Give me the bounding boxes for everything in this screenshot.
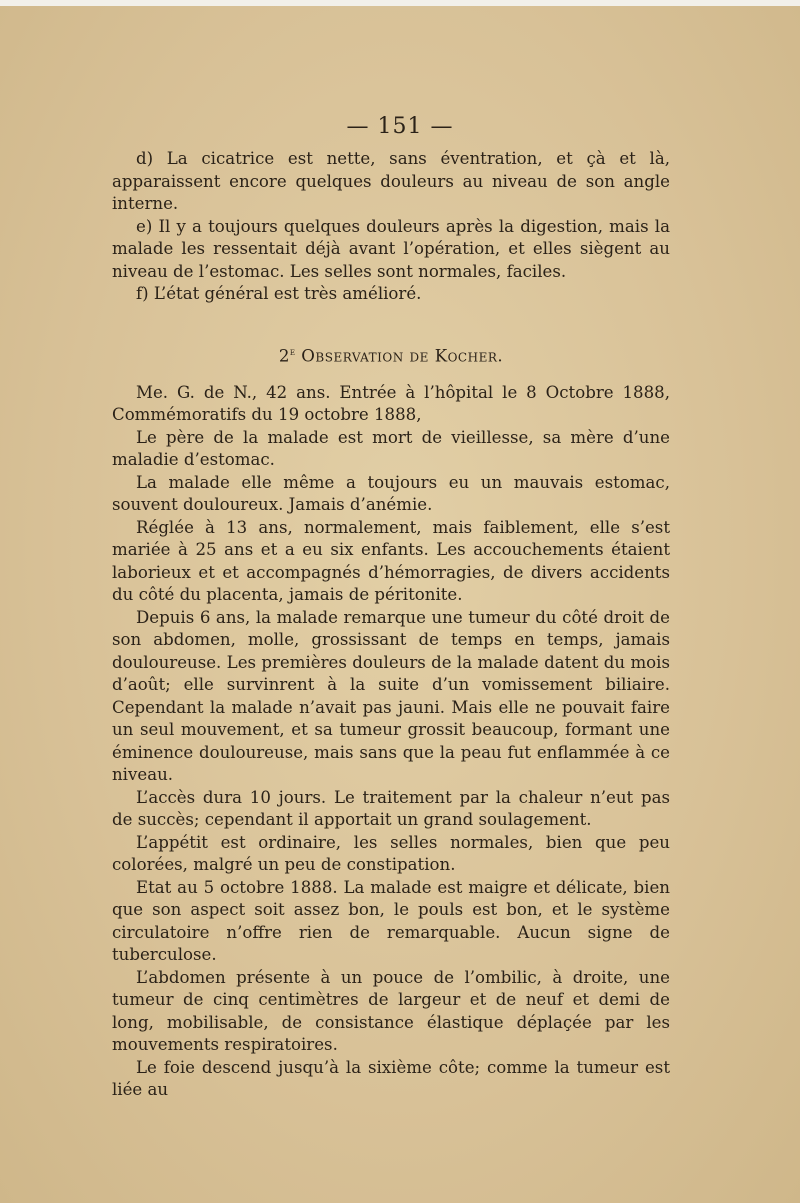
heading-text: Observation de Kocher.: [295, 346, 504, 366]
body-text: [112, 148, 670, 1102]
paragraph: L’accès dura 10 jours. Le traitement par la chaleur n’eut pas de succès; cependant il apportait un grand soulagement.: [112, 787, 670, 830]
paragraph-e: e) Il y a toujours quelques douleurs après la digestion, mais la malade les ressentait déjà avant l’opération, et elles siègent au niveau de l’estomac. Les selles sont normales, faciles.: [112, 216, 670, 281]
paragraph-d: d) La cicatrice est nette, sans éventration, et çà et là, apparaissent encore quelques douleurs au niveau de son angle interne.: [112, 149, 670, 213]
paragraph-f: f) L’état général est très amélioré.: [136, 284, 422, 303]
heading-ordinal: e: [289, 346, 296, 358]
paragraph: Depuis 6 ans, la malade remarque une tumeur du côté droit de son abdomen, molle, grossissant de temps en temps, jamais douloureuse. Les premières douleurs de la malade datent du mois d’août; elle survinrent à la suite d’un vomissement biliaire. Cependant la malade n’avait pas jauni. Mais elle ne pouvait faire un seul mouvement, et sa tumeur grossit beaucoup, formant une éminence douloureuse, mais sans que la peau fut enflammée à ce niveau.: [112, 607, 670, 785]
heading-number: 2: [278, 346, 290, 366]
scan-edge: [0, 0, 800, 6]
paragraph: Le foie descend jusqu’à la sixième côte; comme la tumeur est liée au: [112, 1057, 670, 1100]
paragraph: Etat au 5 octobre 1888. La malade est maigre et délicate, bien que son aspect soit assez bon, le pouls est bon, et le système circulatoire n’offre rien de remarquable. Aucun signe de tuberculose.: [112, 877, 670, 965]
paragraph: Le père de la malade est mort de vieillesse, sa mère d’une maladie d’estomac.: [112, 427, 670, 470]
paragraph: La malade elle même a toujours eu un mauvais estomac, souvent douloureux. Jamais d’anémie.: [112, 472, 670, 515]
page-number: — 151 —: [346, 114, 454, 139]
paragraph: L’appétit est ordinaire, les selles normales, bien que peu colorées, malgré un peu de constipation.: [112, 832, 670, 875]
section-heading: [112, 342, 670, 368]
paragraph: Réglée à 13 ans, normalement, mais faiblement, elle s’est mariée à 25 ans et a eu six enfants. Les accouchements étaient laborieux et et accompagnés d’hémorragies, de divers accidents du côté du placenta, jamais de péritonite.: [112, 517, 670, 605]
paragraph: L’abdomen présente à un pouce de l’ombilic, à droite, une tumeur de cinq centimètres de largeur et de neuf et demi de long, mobilisable, de consistance élastique déplaçée par les mouvements respiratoires.: [112, 967, 670, 1055]
paragraph: Me. G. de N., 42 ans. Entrée à l’hôpital le 8 Octobre 1888, Commémoratifs du 19 octobre 1888,: [112, 382, 670, 425]
